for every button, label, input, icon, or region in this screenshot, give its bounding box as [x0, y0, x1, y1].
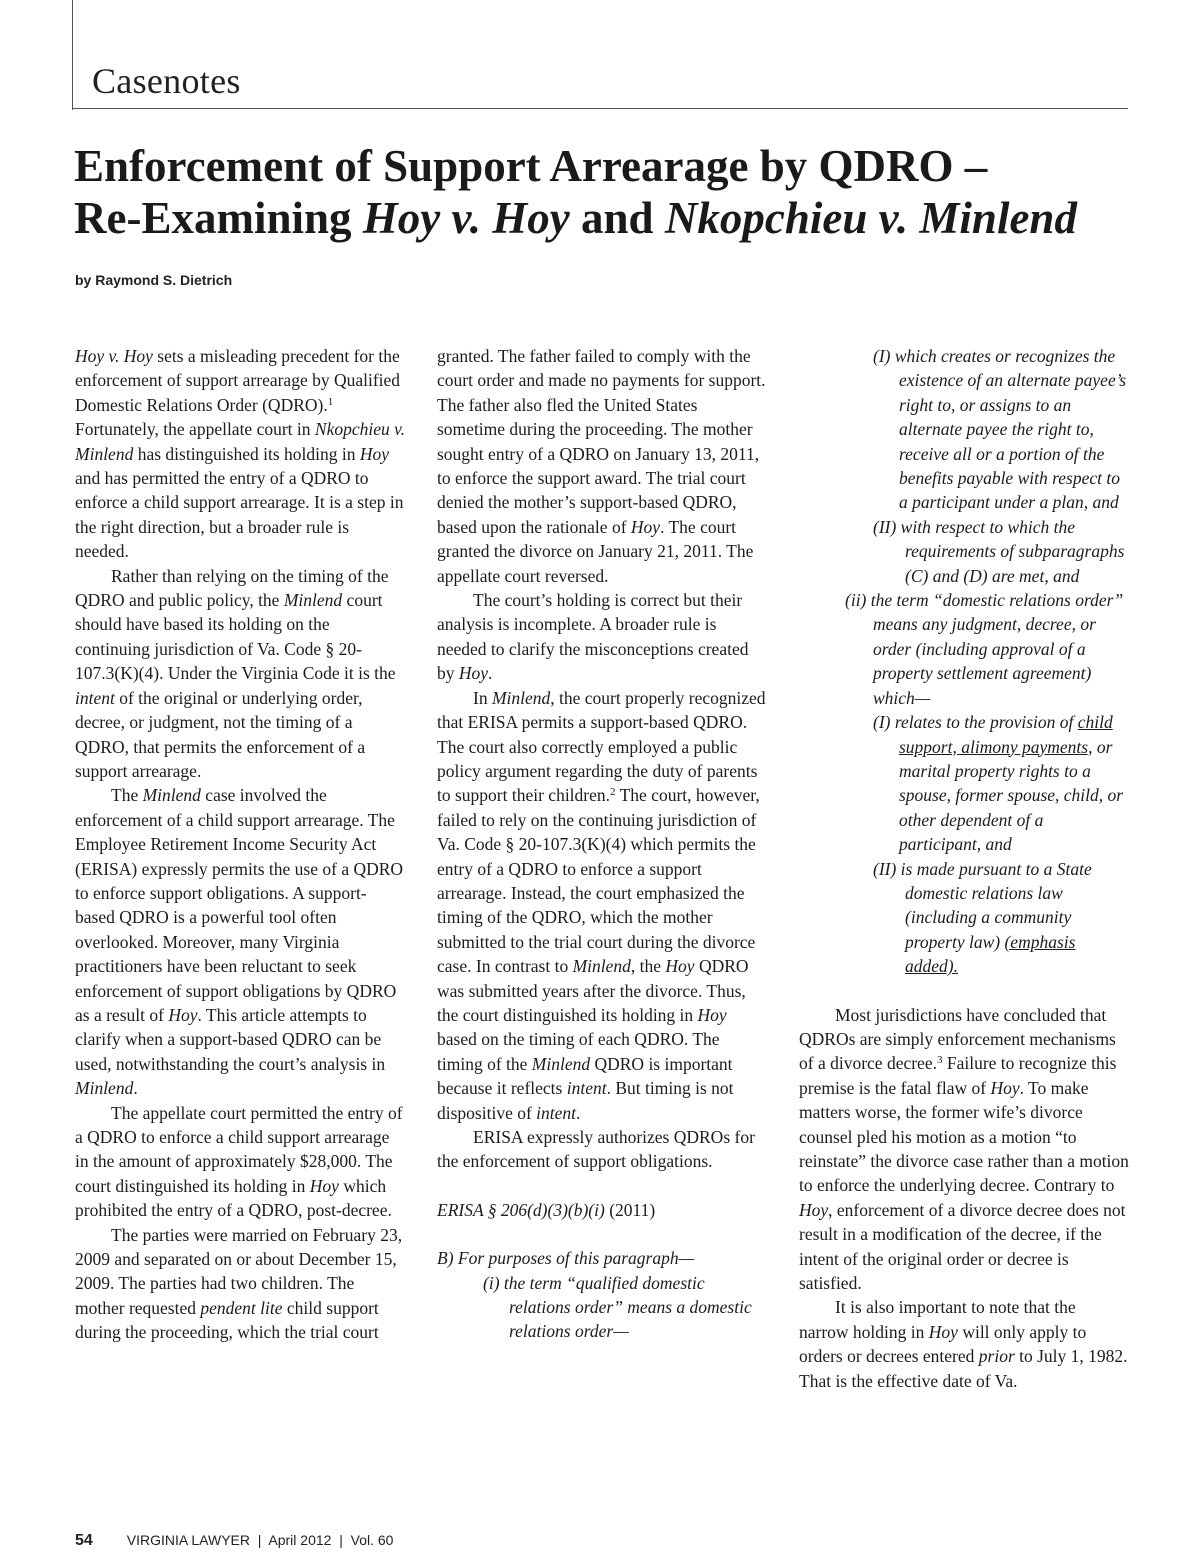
italic-case: Minlend — [572, 956, 631, 977]
text: and has permitted the entry of a QDRO to enforce a child support arrearage. It is a step in the right direction, but a broader rule is needed. — [75, 468, 404, 562]
paragraph — [75, 783, 405, 1100]
header-horizontal-rule — [72, 108, 1128, 109]
page-number: 54 — [75, 1532, 93, 1549]
italic-case: Nkopchieu v. Minlend — [75, 419, 405, 464]
italic-case: Minlend — [531, 1053, 591, 1074]
emphasis-added: (emphasis added). — [905, 931, 1076, 977]
statute-ii-line: (ii) the term “domestic relations order” means any judgment, decree, or order (including approval of a property settlement agreement) which— — [845, 590, 1124, 708]
statute-citation — [437, 1198, 767, 1222]
header-vertical-rule — [72, 0, 73, 110]
paragraph — [799, 1003, 1129, 1296]
statute-II-line: (II) with respect to which the requirements of subparagraphs (C) and (D) are met, and — [873, 516, 1125, 586]
italic-term: intent — [75, 687, 115, 708]
text: will only apply to orders or decrees entered — [799, 1321, 1087, 1367]
statute-I-line-2 — [799, 710, 1129, 856]
paragraph — [75, 564, 405, 784]
article-title — [74, 140, 1154, 244]
paragraph — [437, 588, 767, 686]
text: granted. The father failed to comply with the court order and made no payments for support. The father also fled the United States sometime during the proceeding. The mother sought entry of a QDRO on January 13, 2011, to enforce the support award. The trial court denied the mother’s support-based QDRO, based upon the rationale of — [437, 346, 766, 537]
text: . The court granted the divorce on January 21, 2011. The appellate court reversed. — [437, 516, 754, 586]
italic-case: Minlend — [283, 590, 343, 611]
underlined-text: child support, alimony payments, — [899, 712, 1113, 757]
statute-b-line: B) For purposes of this paragraph— — [437, 1248, 695, 1269]
text: , the — [630, 956, 666, 977]
text: The appellate court permitted the entry of a QDRO to enforce a child support arrearage in the amount of approximately $28,000. The court distinguished its holding in — [75, 1102, 403, 1196]
text: (II) is made pursuant to a State domestic relations law (including a community property law) — [873, 858, 1092, 952]
column-3 — [799, 344, 1129, 1393]
text: or marital property rights to a spouse, former spouse, child, or other dependent of a participant, and — [899, 736, 1124, 855]
italic-case: Hoy — [928, 1321, 958, 1342]
italic-case: Hoy — [697, 1004, 727, 1025]
italic-case: Hoy — [630, 516, 661, 537]
text: Rather than relying on the timing of the QDRO and public policy, the — [75, 565, 389, 611]
text: QDRO was submitted years after the divorce. Thus, the court distinguished its holding in — [437, 956, 749, 1025]
statute-II-line-2 — [799, 857, 1129, 979]
text: sets a misleading precedent for the enforcement of support arrearage by Qualified Domestic Relations Order (QDRO). — [75, 346, 401, 415]
text: . This article attempts to clarify when a support-based QDRO can be used, notwithstanding the court’s analysis in — [75, 1004, 386, 1074]
italic-case: Hoy — [309, 1175, 339, 1196]
text: QDRO is important because it reflects — [437, 1053, 733, 1099]
text: of the original or underlying order, decree, or judgment, not the timing of a QDRO, that permits the enforcement of a support arrearage. — [75, 687, 366, 781]
text: case involved the enforcement of a child support arrearage. The Employee Retirement Income Security Act (ERISA) expressly permits the use of a QDRO to enforce support obligations. A support-based QDRO is a powerful tool often overlooked. Moreover, many Virginia practitioners have been reluctant to seek enforcement of support obligations by QDRO as a result of — [75, 785, 404, 1025]
italic-term: pendent lite — [200, 1297, 283, 1318]
text: The — [111, 785, 143, 806]
text: The parties were married on February 23, 2009 and separated on or about December 15, 2009. The parties had two children. The mother requested — [75, 1224, 403, 1318]
text: The court’s holding is correct but their analysis is incomplete. A broader rule is needed to clarify the misconceptions created by — [437, 590, 749, 684]
text: to July 1, 1982. That is the effective date of Va. — [799, 1346, 1128, 1391]
citation-year: (2011) — [604, 1199, 656, 1220]
text: , enforcement of a divorce decree does not result in a modification of the decree, if the intent of the original order or decree is satisfied. — [799, 1199, 1126, 1294]
title-line-2a: Re-Examining — [74, 193, 363, 243]
text: It is also important to note that the narrow holding in — [799, 1297, 1076, 1342]
paragraph — [437, 344, 767, 588]
italic-term: prior — [978, 1346, 1015, 1367]
text: has distinguished its holding in — [133, 443, 360, 464]
statute-I-line: (I) which creates or recognizes the existence of an alternate payee’s right to, or assigns to an alternate payee the right to, receive all or a portion of the benefits payable with respect to a participant under a plan, and — [873, 346, 1127, 513]
title-case-hoy: Hoy v. Hoy — [362, 193, 570, 243]
italic-term: intent — [536, 1102, 577, 1123]
text: based on the timing of each QDRO. The timing of the — [437, 1029, 720, 1074]
italic-term: intent — [566, 1078, 607, 1099]
footnote-ref-3[interactable]: 3 — [936, 1054, 943, 1067]
italic-case: Minlend — [491, 687, 551, 708]
footnote-ref-1[interactable]: 1 — [327, 395, 334, 408]
paragraph — [75, 344, 405, 564]
column-2 — [437, 344, 767, 1344]
publication-info: VIRGINIA LAWYER | April 2012 | Vol. 60 — [126, 1532, 394, 1548]
text: In — [473, 687, 492, 708]
italic-case: Hoy — [458, 663, 489, 684]
text: . — [133, 1078, 138, 1099]
paragraph — [799, 1295, 1129, 1393]
paragraph — [75, 1101, 405, 1223]
text: . — [488, 663, 493, 684]
italic-case: Hoy — [990, 1077, 1020, 1098]
section-label: Casenotes — [92, 61, 241, 101]
text: which prohibited the entry of a QDRO, post-decree. — [75, 1175, 392, 1221]
text: . To make matters worse, the former wife’s divorce counsel pled his motion as a motion “to reinstate” the divorce case rather than a motion to enforce the underlying decree. Contrary to — [799, 1077, 1129, 1196]
text: . But timing is not dispositive of — [437, 1078, 734, 1123]
italic-case: Hoy — [799, 1199, 829, 1220]
citation-italic: ERISA § 206(d)(3)(b)(i) — [437, 1199, 605, 1220]
italic-case: Minlend — [75, 1078, 134, 1099]
paragraph: ERISA expressly authorizes QDROs for the enforcement of support obligations. — [437, 1127, 755, 1172]
text: child support during the proceeding, which the trial court — [75, 1297, 379, 1343]
italic-case: Hoy v. Hoy — [75, 346, 153, 366]
paragraph — [75, 1223, 405, 1345]
page-footer — [75, 1532, 393, 1550]
title-line-2c: and — [569, 193, 665, 243]
italic-case: Hoy — [359, 443, 390, 464]
footnote-ref-2[interactable]: 2 — [610, 786, 616, 799]
text: (I) relates to the provision of — [873, 712, 1078, 733]
paragraph — [437, 686, 767, 1125]
italic-case: Hoy — [168, 1004, 198, 1025]
text: . — [576, 1102, 581, 1123]
title-case-minlend: Nkopchieu v. Minlend — [664, 193, 1077, 243]
statute-i-line: (i) the term “qualified domestic relations order” means a domestic relations order— — [483, 1272, 752, 1342]
italic-case: Minlend — [142, 785, 201, 806]
text: Failure to recognize this premise is the fatal flaw of — [799, 1053, 1117, 1098]
text: The court, however, failed to rely on the continuing jurisdiction of Va. Code § 20-107.3(K)(4) which permits the entry of a QDRO to enforce a support arrearage. Instead, the court emphasized the timing of the QDRO, which the mother submitted to the trial court during the divorce case. In contrast to — [437, 785, 760, 977]
italic-case: Hoy — [665, 956, 695, 977]
text: Most jurisdictions have concluded that QDROs are simply enforcement mechanisms of a divorce decree. — [799, 1004, 1116, 1074]
text: , the court properly recognized that ERISA permits a support-based QDRO. The court also correctly employed a public policy argument regarding the duty of parents to support their children. — [437, 687, 766, 806]
column-1 — [75, 344, 405, 1345]
text: Fortunately, the appellate court in — [75, 419, 315, 440]
author-byline: by Raymond S. Dietrich — [75, 272, 233, 288]
text: court should have based its holding on the continuing jurisdiction of Va. Code § 20-107.3(K)(4). Under the Virginia Code it is the — [75, 590, 396, 684]
title-line-1: Enforcement of Support Arrearage by QDRO – — [74, 141, 988, 191]
